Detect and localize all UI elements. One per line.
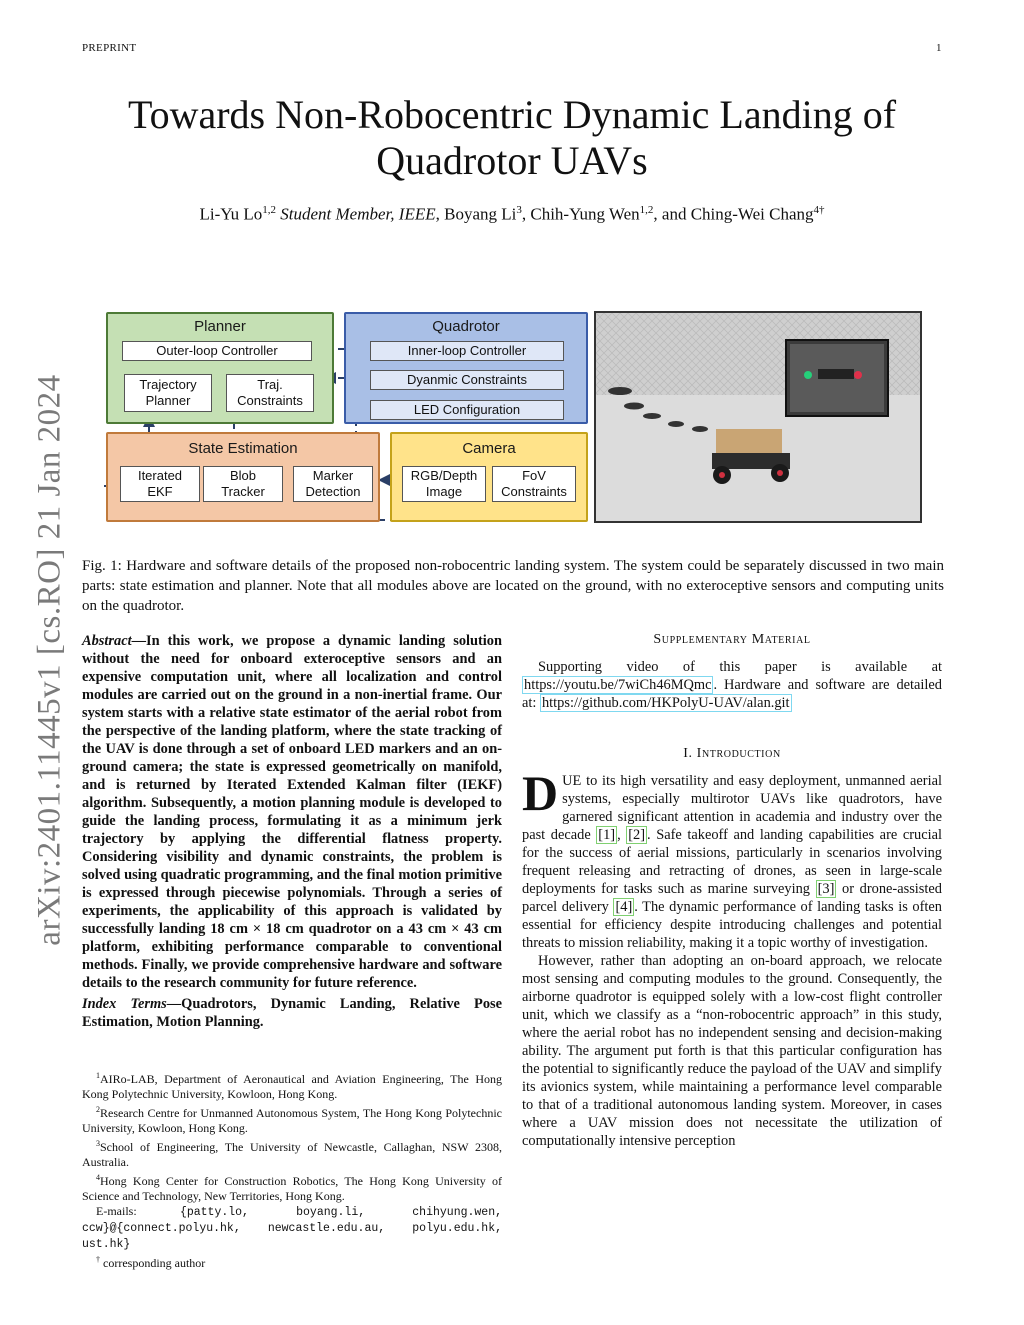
title-line-2: Quadrotor UAVs xyxy=(376,138,648,183)
author-conj: and xyxy=(661,204,687,224)
system-diagram xyxy=(104,310,592,524)
footnote-emails xyxy=(82,1204,502,1252)
supp-text: Supporting video of this paper is available at xyxy=(538,659,942,675)
video-link[interactable]: https://youtu.be/7wiCh46MQmc xyxy=(524,677,712,693)
led-configuration: LED Configuration xyxy=(370,400,564,420)
index-terms-text: —Quadrotors, Dynamic Landing, Relative Pose Estimation, Motion Planning. xyxy=(82,996,502,1030)
author-list: Li-Yu Lo$^{1,2}$ Student Member, IEEE, Boyang Li$^3$, Chih-Yung Wen$^{1,2}$, and Ching-Wei Chang$^{4\dagger}$ xyxy=(199,204,825,224)
author-name: Li-Yu Lo xyxy=(199,204,263,224)
index-terms xyxy=(82,995,502,1031)
footnote-mark: 3 xyxy=(96,1139,100,1148)
iterated-ekf: Iterated EKF xyxy=(120,466,200,502)
footnote-text: School of Engineering, The University of Newcastle, Callaghan, NSW 2308, Australia. xyxy=(82,1140,502,1169)
intro-text: . Safe takeoff and landing capabilities are crucial for the success of aerial missions, particularly in scenarios involving frequent releasing and retracting of drones, as seen in large-scale deployments for tasks such as marine surveying xyxy=(522,827,942,897)
affil-sup: 3 xyxy=(516,204,522,216)
outer-loop-controller: Outer-loop Controller xyxy=(122,341,312,361)
abstract-text: —In this work, we propose a dynamic landing solution without the need for onboard exteroceptive sensors and an expensive computation unit, where all localization and control modules are carried out on the ground in a non-inertial frame. Our system starts with a relative state estimator of the aerial robot from the perspective of the landing platform, where the state tracking of the UAV is done through a set of onboard LED markers and an on-ground camera; the state is expressed geometrically on manifold, and is returned by Iterated Extended Kalman filter (IEKF) algorithm. Subsequently, a motion planning module is developed to guide the landing process, formulating it as a minimum jerk trajectory by applying the differential flatness property. Considering visibility and dynamic constraints, the problem is solved using quadratic programming, and the final motion primitive is expressed through piecewise polynomials. Through a series of experiments, the applicability of this approach is validated by successfully landing 18 cm × 18 cm quadrotor on a 43 cm × 43 cm platform, exhibiting performance comparable to conventional methods. Finally, we provide comprehensive hardware and software details to the research community for future reference. xyxy=(82,633,502,991)
experiment-photo xyxy=(594,311,922,523)
marker-detection: Marker Detection xyxy=(293,466,373,502)
blob-tracker: Blob Tracker xyxy=(203,466,283,502)
author-name: Boyang Li xyxy=(444,204,517,224)
camera-group xyxy=(390,432,588,522)
fov-constraints: FoV Constraints xyxy=(492,466,576,502)
footnote-mark: 2 xyxy=(96,1105,100,1114)
trajectory-planner: Trajectory Planner xyxy=(124,374,212,412)
supp-text: . Hardware and software are detailed at: xyxy=(522,677,942,711)
camera-title: Camera xyxy=(462,440,516,457)
affil-sup: 1,2 xyxy=(262,204,277,216)
abstract xyxy=(82,632,502,992)
emails-label: E-mails: xyxy=(96,1204,137,1218)
repo-link[interactable]: https://github.com/HKPolyU-UAV/alan.git xyxy=(541,695,790,711)
footnote-text: corresponding author xyxy=(103,1256,206,1270)
footnotes xyxy=(82,1068,502,1271)
citation-link[interactable]: [3] xyxy=(817,881,835,897)
intro-text: UE to its high versatility and easy deployment, unmanned aerial systems, especially multirotor UAVs like quadrotors, have garnered significant attention in academia and industry over the past decade xyxy=(522,773,942,843)
trajectory-constraints: Traj. Constraints xyxy=(226,374,314,412)
intro-text: . The dynamic performance of landing tasks is often essential for efficiency despite introducing challenges and potential threats to mission reliability, making it a topic worthy of investigation. xyxy=(522,899,942,951)
footnote-1 xyxy=(82,1068,502,1102)
footnote-text: Research Centre for Unmanned Autonomous System, The Hong Kong Polytechnic University, Kowloon, Hong Kong. xyxy=(82,1106,502,1135)
inner-loop-controller: Inner-loop Controller xyxy=(370,341,564,361)
intro-text: or drone-assisted parcel delivery xyxy=(522,881,942,915)
affil-sup: 1,2 xyxy=(639,204,654,216)
introduction-heading: I. Introduction xyxy=(683,746,781,761)
dynamic-constraints: Dyanmic Constraints xyxy=(370,370,564,390)
rgb-depth-image: RGB/Depth Image xyxy=(402,466,486,502)
citation-link[interactable]: [1] xyxy=(598,827,616,843)
arxiv-stamp: arXiv:2401.11445v1 [cs.RO] 21 Jan 2024 xyxy=(31,374,68,946)
title-line-1: Towards Non-Robocentric Dynamic Landing of xyxy=(127,92,897,137)
author-name: Ching-Wei Chang xyxy=(690,204,814,224)
state-estimation-title: State Estimation xyxy=(188,440,298,457)
intro-paragraph-2: However, rather than adopting an on-board approach, we relocate most sensing and computing modules to the ground. Consequently, the airborne quadrotor is equipped solely with a low-cost flight controller unit, which we classify as a “non-robocentric approach” in this study, where the aerial robot has no independent sensing and decision-making ability. The argument put forth is that this particular configuration has the potential to significantly reduce the payload of the UAV and simplify its avionics system, while maintaining a performance level comparable to that of a traditional autonomous landing system. Moreover, in cases where a UAV mission does not necessitate the utilization of computationally intensive perception xyxy=(522,953,942,1149)
page-number: 1 xyxy=(936,42,942,54)
affil-sup: 4† xyxy=(813,204,825,216)
footnote-mark: 1 xyxy=(96,1071,100,1080)
citation-link[interactable]: [2] xyxy=(628,827,646,843)
footnote-corresponding xyxy=(82,1252,502,1271)
drop-cap: D xyxy=(522,765,559,821)
emails-list: {patty.lo, boyang.li, chihyung.wen, ccw}@{connect.polyu.hk, newcastle.edu.au, polyu.edu.hk, ust.hk} xyxy=(82,1206,502,1251)
supplementary-heading: Supplementary Material xyxy=(653,632,811,647)
paper-title xyxy=(0,92,1024,184)
footnote-4 xyxy=(82,1170,502,1204)
author-role: Student Member, IEEE xyxy=(280,204,436,224)
footnote-3 xyxy=(82,1136,502,1170)
supplementary-text xyxy=(522,658,942,712)
experiment-scene xyxy=(596,313,920,521)
footnote-mark: 4 xyxy=(96,1173,100,1182)
quadrotor-group xyxy=(344,312,588,424)
footnote-text: Hong Kong Center for Construction Robotics, The Hong Kong University of Science and Technology, New Territories, Hong Kong. xyxy=(82,1174,502,1203)
footnote-2 xyxy=(82,1102,502,1136)
planner-title: Planner xyxy=(194,318,246,335)
index-terms-label: Index Terms xyxy=(82,996,167,1012)
abstract-label: Abstract xyxy=(82,633,132,649)
figure-caption: Fig. 1: Hardware and software details of the proposed non-robocentric landing system. The system could be separately discussed in two main parts: state estimation and planner. Note that all modules above are located on the ground, with no exteroceptive sensors and computing units on the quadrotor. xyxy=(82,558,944,614)
footnote-mark: † xyxy=(96,1255,100,1264)
footnote-text: AIRo-LAB, Department of Aeronautical and Aviation Engineering, The Hong Kong Polytechnic University, Kowloon, Hong Kong. xyxy=(82,1072,502,1101)
introduction-text: DUE to its high versatility and easy deployment, unmanned aerial systems, especially multirotor UAVs like quadrotors, have garnered significant attention in academia and industry over the past decade [1] , [2] . Safe takeoff and landing capabilities are crucial for the success of aerial missions, particularly in scenarios involving frequent releasing and retracting of drones, as seen in large-scale deployments for tasks such as marine surveying [3] or drone-assisted parcel delivery [4] . The dynamic performance of landing tasks is often essential for efficiency despite introducing challenges and potential threats to mission reliability, making it a topic worthy of investigation. However, rather than adopting an on-board approach, we relocate most sensing and computing modules to the ground. Consequently, the airborne quadrotor is equipped solely with a low-cost flight controller unit, which we classify as a “non-robocentric approach” in this study, where the aerial robot has no independent sensing and decision-making ability. The argument put forth is that this particular configuration has the potential to significantly reduce the payload of the UAV and simplify its avionics system, while maintaining a performance level comparable to that of a traditional autonomous landing system. Moreover, in cases where a UAV mission does not necessitate the utilization of computationally intensive perception xyxy=(522,765,942,1149)
quadrotor-title: Quadrotor xyxy=(432,318,500,335)
state-estimation-group xyxy=(106,432,380,522)
planner-group xyxy=(106,312,334,424)
running-header: PREPRINT xyxy=(82,42,137,54)
author-name: Chih-Yung Wen xyxy=(530,204,640,224)
citation-link[interactable]: [4] xyxy=(615,899,633,915)
